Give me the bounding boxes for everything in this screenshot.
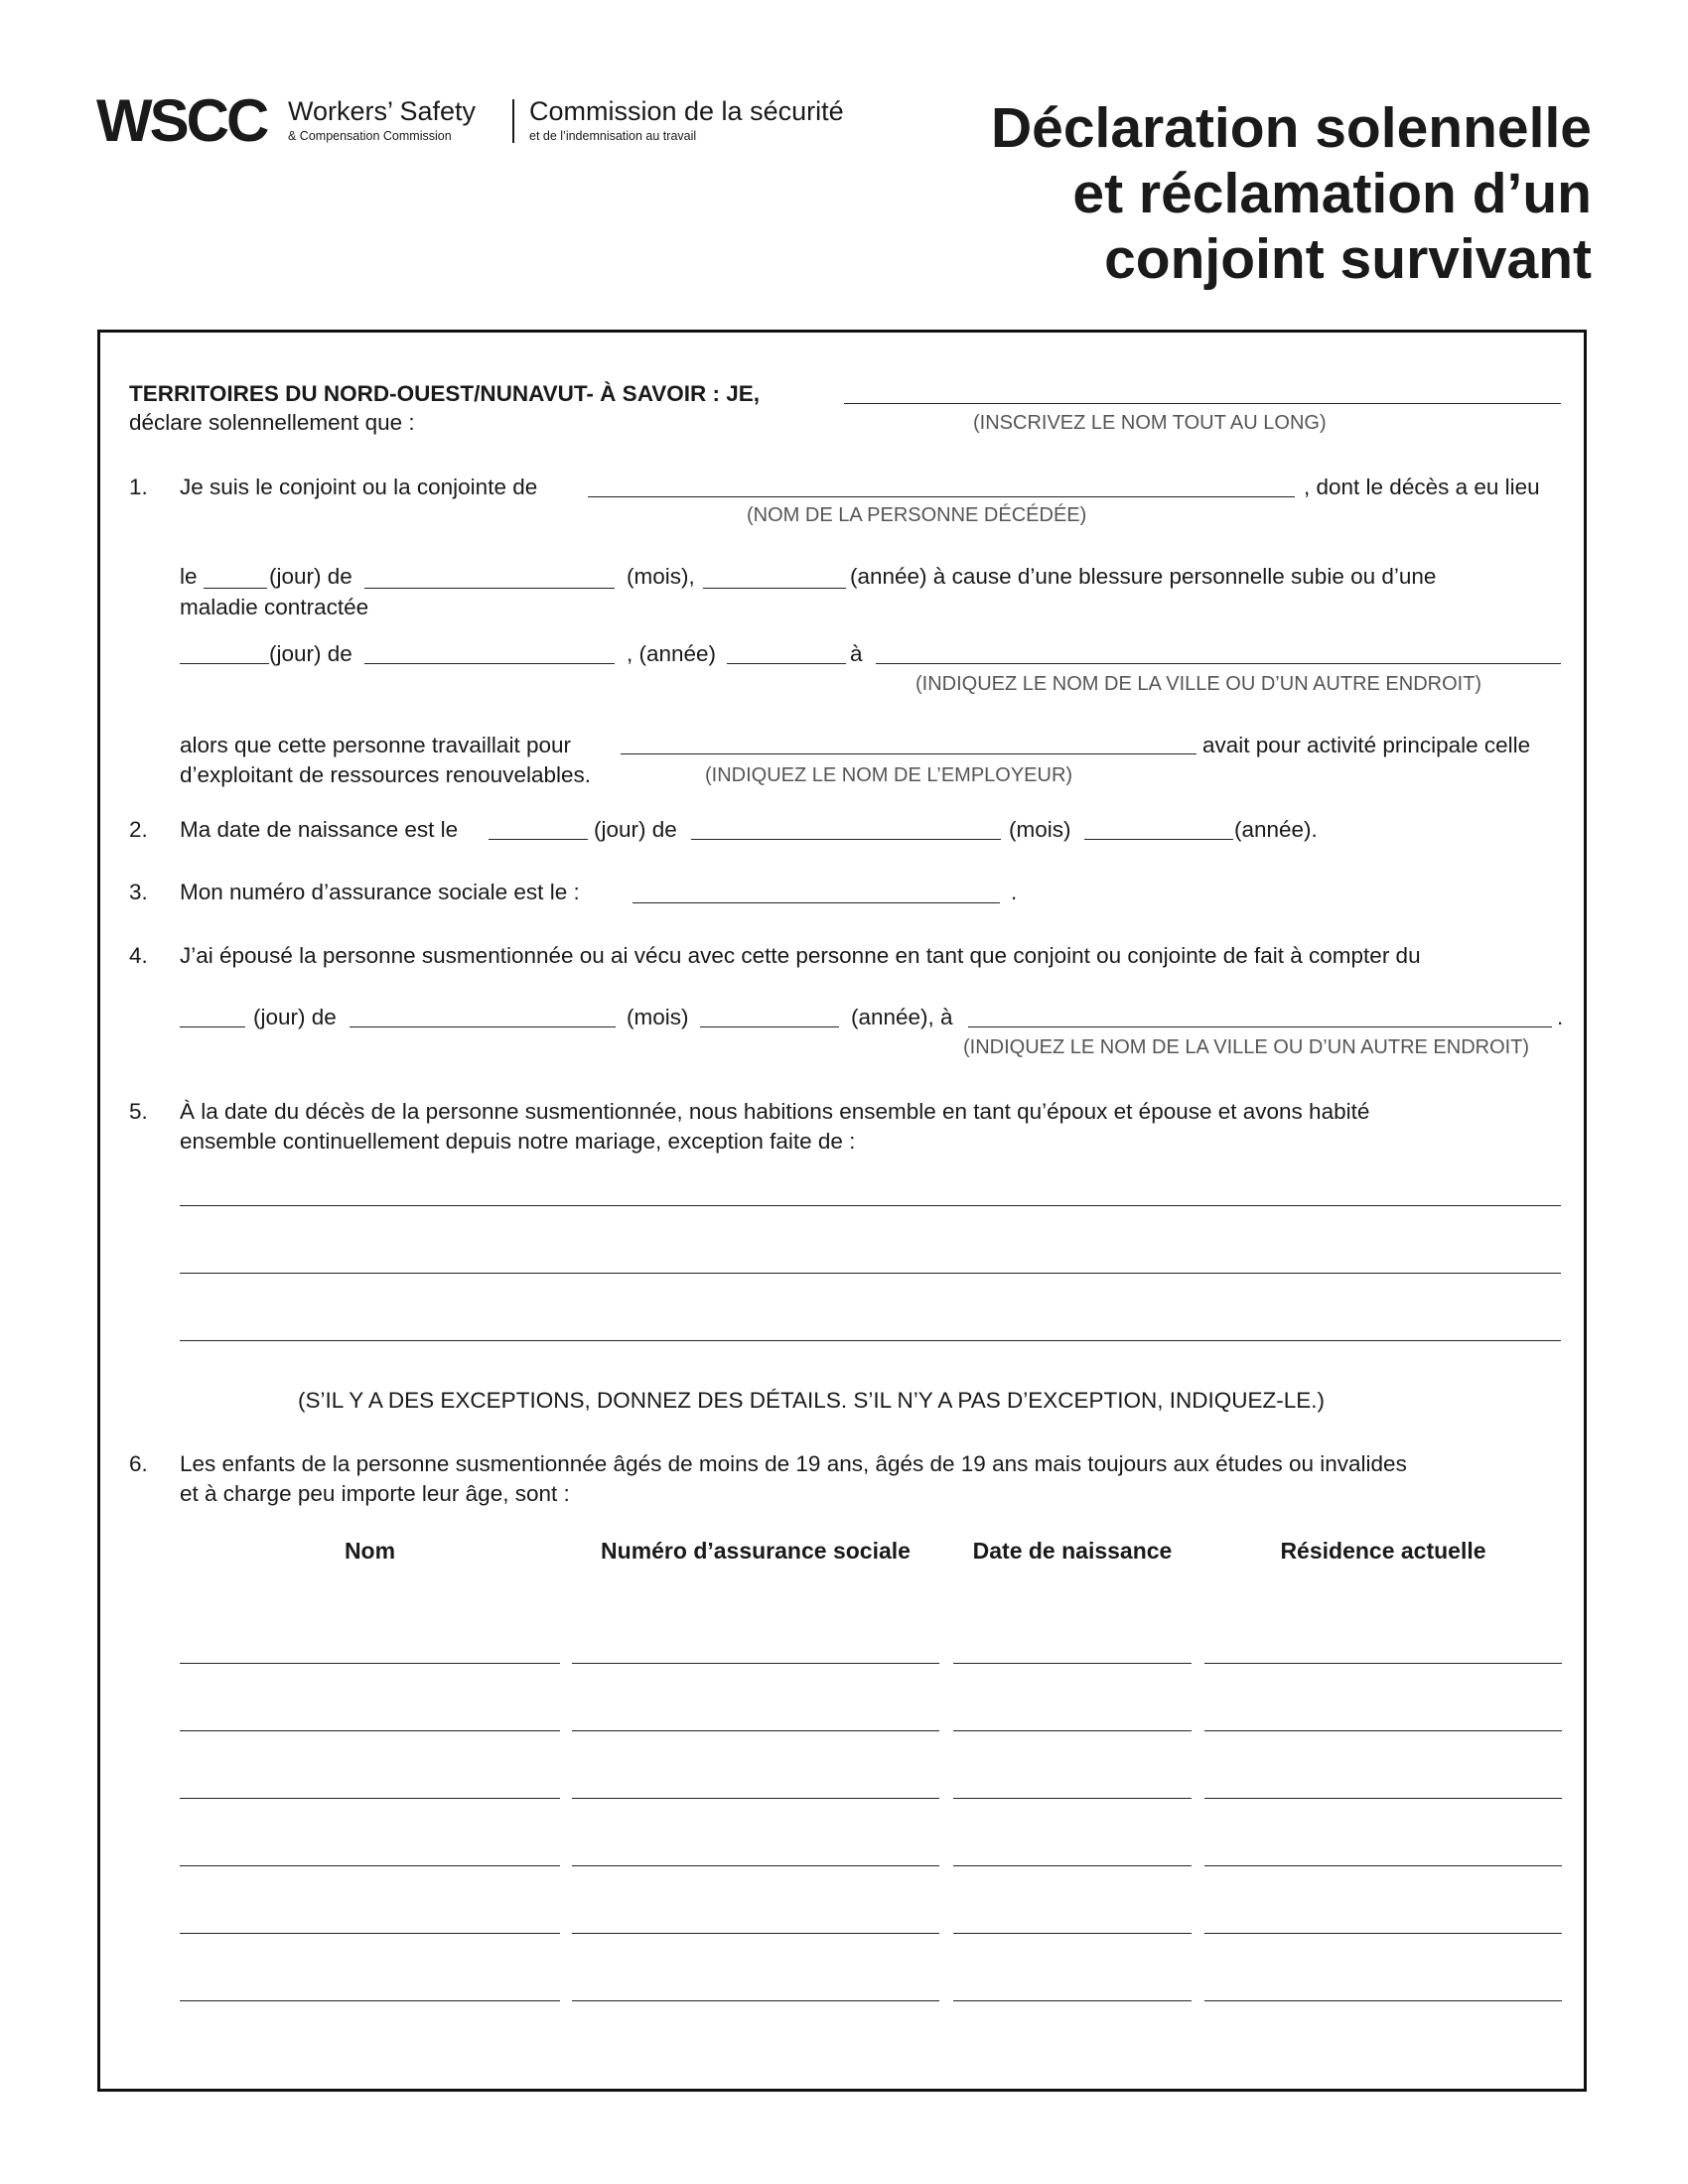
item-2-text: Ma date de naissance est le (180, 817, 459, 842)
birth-month-field[interactable] (691, 839, 1001, 840)
item-2-mois: (mois) (1009, 817, 1071, 842)
injury-city-hint: (INDIQUEZ LE NOM DE LA VILLE OU D’UN AUTRE ENDROIT) (915, 673, 1482, 695)
child-residence-field[interactable] (1204, 1865, 1562, 1866)
injury-year-field[interactable] (727, 663, 846, 664)
item-1-le: le (180, 564, 198, 589)
child-residence-field[interactable] (1204, 1798, 1562, 1799)
child-birth-field[interactable] (953, 2000, 1192, 2001)
child-residence-field[interactable] (1204, 2000, 1562, 2001)
item-1-text-a: Je suis le conjoint ou la conjointe de (180, 475, 538, 499)
child-birth-field[interactable] (953, 1865, 1192, 1866)
document-title (797, 95, 1592, 292)
item-6-line-2: et à charge peu importe leur âge, sont : (180, 1481, 570, 1506)
item-1-worked-for: alors que cette personne travaillait pour (180, 733, 571, 757)
item-1-annee-cause: (année) à cause d’une blessure personnelle subie ou d’une (850, 564, 1437, 589)
child-name-field[interactable] (180, 1798, 560, 1799)
exception-line-3[interactable] (180, 1340, 1561, 1341)
column-header-nas: Numéro d’assurance sociale (601, 1538, 911, 1564)
item-5-line-1: À la date du décès de la personne susmentionnée, nous habitions ensemble en tant qu’époux et épouse et avons habité (180, 1099, 1370, 1124)
sin-field[interactable] (633, 902, 1000, 903)
injury-day-field[interactable] (180, 663, 269, 664)
child-birth-field[interactable] (953, 1730, 1192, 1731)
item-1-maladie: maladie contractée (180, 595, 369, 619)
marriage-city-field[interactable] (968, 1026, 1552, 1027)
intro-declare: déclare solennellement que : (129, 410, 415, 435)
item-2-jour-de: (jour) de (594, 817, 677, 842)
item-1-text-b: , dont le décès a eu lieu (1304, 475, 1540, 499)
child-residence-field[interactable] (1204, 1933, 1562, 1934)
item-3-text: Mon numéro d’assurance sociale est le : (180, 880, 580, 904)
full-name-field[interactable] (844, 403, 1561, 404)
child-sin-field[interactable] (572, 1933, 939, 1934)
child-name-field[interactable] (180, 2000, 560, 2001)
marriage-year-field[interactable] (700, 1026, 839, 1027)
title-line-3: conjoint survivant (1104, 227, 1592, 291)
item-1-a: à (850, 641, 863, 666)
injury-month-field[interactable] (364, 663, 615, 664)
deceased-name-field[interactable] (588, 496, 1295, 497)
item-6-line-1: Les enfants de la personne susmentionnée âgés de moins de 19 ans, âgés de 19 ans mais toujours aux études ou invalides (180, 1451, 1407, 1476)
exception-line-1[interactable] (180, 1205, 1561, 1206)
employer-field[interactable] (621, 753, 1196, 754)
birth-day-field[interactable] (489, 839, 588, 840)
item-1-annee-2: , (année) (627, 641, 717, 666)
employer-hint: (INDIQUEZ LE NOM DE L’EMPLOYEUR) (705, 764, 1073, 786)
child-sin-field[interactable] (572, 1663, 939, 1664)
marriage-day-field[interactable] (180, 1026, 245, 1027)
child-birth-field[interactable] (953, 1798, 1192, 1799)
full-name-hint: (INSCRIVEZ LE NOM TOUT AU LONG) (973, 412, 1327, 434)
intro-statement: TERRITOIRES DU NORD-OUEST/NUNAVUT- À SAVOIR : JE, (129, 381, 761, 406)
item-4-mois: (mois) (627, 1005, 689, 1029)
item-1-jour-de: (jour) de (269, 564, 352, 589)
item-4-number: 4. (129, 943, 148, 968)
child-name-field[interactable] (180, 1663, 560, 1664)
column-header-date: Date de naissance (972, 1538, 1173, 1564)
death-month-field[interactable] (364, 588, 615, 589)
item-1-mois: (mois), (627, 564, 695, 589)
item-1-activity: avait pour activité principale celle (1202, 733, 1531, 757)
child-birth-field[interactable] (953, 1933, 1192, 1934)
marriage-month-field[interactable] (350, 1026, 616, 1027)
exception-line-2[interactable] (180, 1273, 1561, 1274)
child-residence-field[interactable] (1204, 1730, 1562, 1731)
org-name-en: Workers’ Safety (288, 96, 477, 126)
title-line-1: Déclaration solennelle (990, 96, 1592, 160)
item-5-line-2: ensemble continuellement depuis notre mariage, exception faite de : (180, 1129, 856, 1154)
birth-year-field[interactable] (1084, 839, 1233, 840)
child-sin-field[interactable] (572, 1730, 939, 1731)
child-name-field[interactable] (180, 1933, 560, 1934)
child-name-field[interactable] (180, 1865, 560, 1866)
logo-separator (512, 99, 514, 143)
item-2-number: 2. (129, 817, 148, 842)
item-3-end: . (1011, 880, 1018, 904)
death-year-field[interactable] (703, 588, 846, 589)
exception-note: (S’IL Y A DES EXCEPTIONS, DONNEZ DES DÉTAILS. S’IL N’Y A PAS D’EXCEPTION, INDIQUEZ-LE.) (298, 1388, 1326, 1413)
child-sin-field[interactable] (572, 2000, 939, 2001)
item-1-jour-de-2: (jour) de (269, 641, 352, 666)
org-name-en-sub: & Compensation Commission (288, 129, 452, 143)
injury-city-field[interactable] (876, 663, 1561, 664)
item-6-number: 6. (129, 1451, 148, 1476)
title-line-2: et réclamation d’un (1072, 162, 1592, 225)
child-residence-field[interactable] (1204, 1663, 1562, 1664)
item-2-annee: (année). (1234, 817, 1318, 842)
item-3-number: 3. (129, 880, 148, 904)
child-sin-field[interactable] (572, 1865, 939, 1866)
deceased-name-hint: (NOM DE LA PERSONNE DÉCÉDÉE) (747, 504, 1087, 526)
item-1-number: 1. (129, 475, 148, 499)
child-name-field[interactable] (180, 1730, 560, 1731)
item-4-end: . (1557, 1005, 1564, 1029)
item-1-exploitant: d’exploitant de ressources renouvelables. (180, 762, 591, 787)
item-5-number: 5. (129, 1099, 148, 1124)
death-day-field[interactable] (204, 588, 267, 589)
child-birth-field[interactable] (953, 1663, 1192, 1664)
item-4-jour-de: (jour) de (253, 1005, 337, 1029)
child-sin-field[interactable] (572, 1798, 939, 1799)
column-header-nom: Nom (344, 1538, 396, 1564)
column-header-residence: Résidence actuelle (1280, 1538, 1486, 1564)
marriage-city-hint: (INDIQUEZ LE NOM DE LA VILLE OU D’UN AUTRE ENDROIT) (963, 1036, 1530, 1058)
org-name-fr: Commission de la sécurité (529, 96, 844, 126)
item-4-text: J’ai épousé la personne susmentionnée ou ai vécu avec cette personne en tant que conjoint ou conjointe de fait à compter du (180, 943, 1421, 968)
item-4-annee: (année), à (851, 1005, 953, 1029)
org-name-fr-sub: et de l’indemnisation au travail (529, 129, 697, 143)
wscc-logo: WSCC (96, 87, 267, 154)
